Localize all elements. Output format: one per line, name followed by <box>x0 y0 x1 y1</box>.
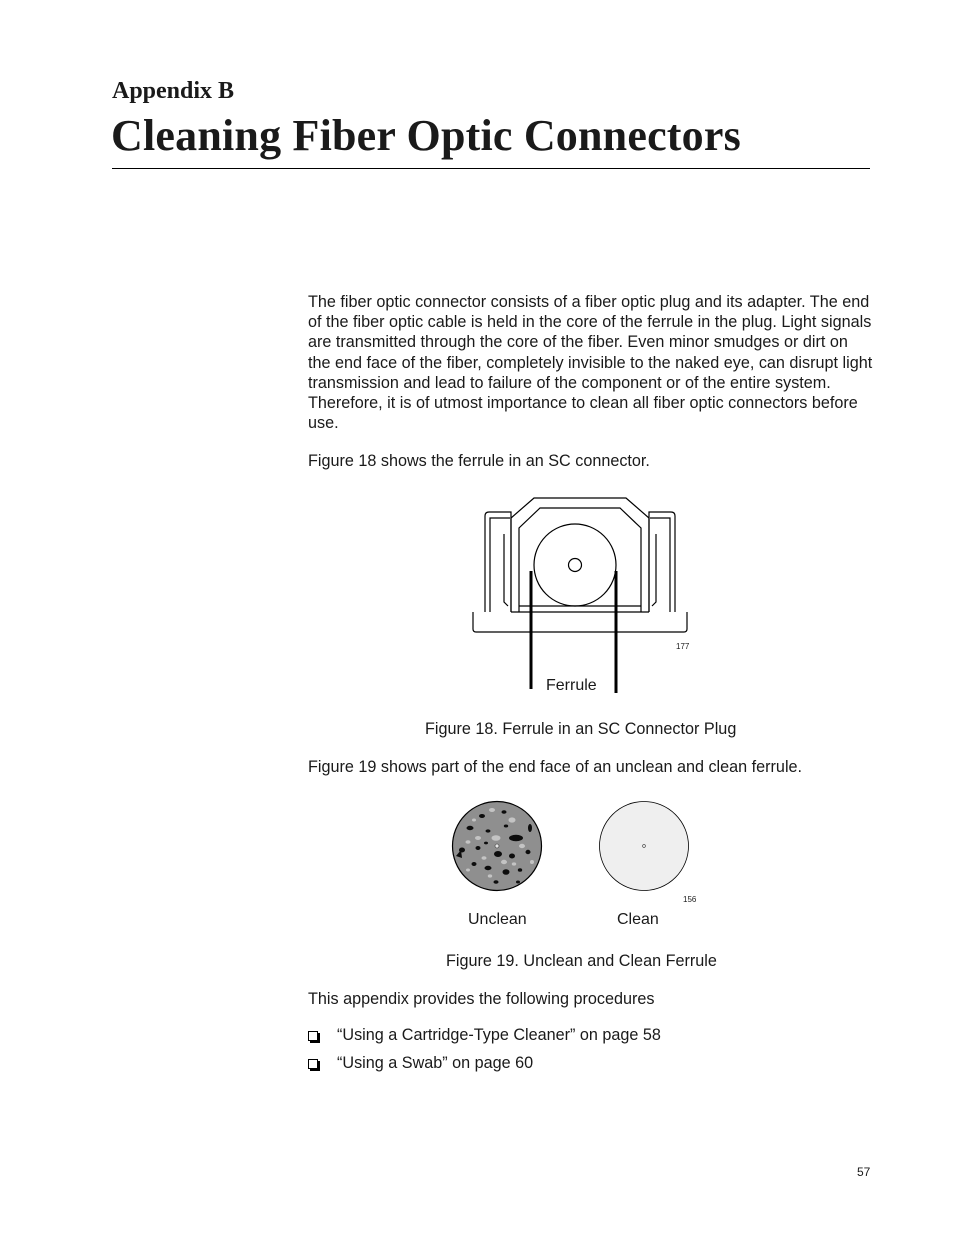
procedure-list <box>308 1026 661 1082</box>
checkbox-bullet-icon <box>308 1031 318 1041</box>
procedure-item <box>308 1054 661 1082</box>
procedure-link-swab[interactable]: “Using a Swab” on page 60 <box>337 1054 534 1072</box>
sc-connector-diagram <box>470 494 690 699</box>
figure19-caption: Figure 19. Unclean and Clean Ferrule <box>446 952 717 970</box>
title-divider <box>112 168 870 169</box>
clean-label: Clean <box>617 911 659 928</box>
checkbox-bullet-icon <box>308 1059 318 1069</box>
figure18-code: 177 <box>676 642 690 651</box>
figure19-intro-text: Figure 19 shows part of the end face of an unclean and clean ferrule. <box>308 758 803 776</box>
procedure-link-cartridge-cleaner[interactable]: “Using a Cartridge-Type Cleaner” on page 58 <box>337 1026 661 1044</box>
ferrule-label: Ferrule <box>546 677 597 694</box>
procedure-item <box>308 1026 661 1054</box>
unclean-label: Unclean <box>468 911 527 928</box>
intro-paragraph: The fiber optic connector consists of a fiber optic plug and its adapter. The end of the fiber optic cable is held in the core of the ferrule in the plug. Light signals are transmitted through the core of the fiber. Even minor smudges or dirt on the end face of the fiber, completely invisible to the naked eye, can disrupt light transmission and lead to failure of the component or of the entire system. Therefore, it is of utmost importance to clean all fiber optic connectors before use. <box>308 293 873 433</box>
figure19-code: 156 <box>683 895 697 904</box>
procedures-intro-text: This appendix provides the following procedures <box>308 990 655 1008</box>
clean-ferrule-face <box>600 802 689 891</box>
ferrule-comparison-diagram <box>448 798 698 896</box>
figure18-caption: Figure 18. Ferrule in an SC Connector Plug <box>425 720 737 738</box>
figure18-intro-text: Figure 18 shows the ferrule in an SC connector. <box>308 452 650 470</box>
appendix-label: Appendix B <box>112 78 235 104</box>
page-title: Cleaning Fiber Optic Connectors <box>111 111 741 160</box>
page-number: 57 <box>857 1165 871 1179</box>
unclean-ferrule-face <box>453 802 542 891</box>
